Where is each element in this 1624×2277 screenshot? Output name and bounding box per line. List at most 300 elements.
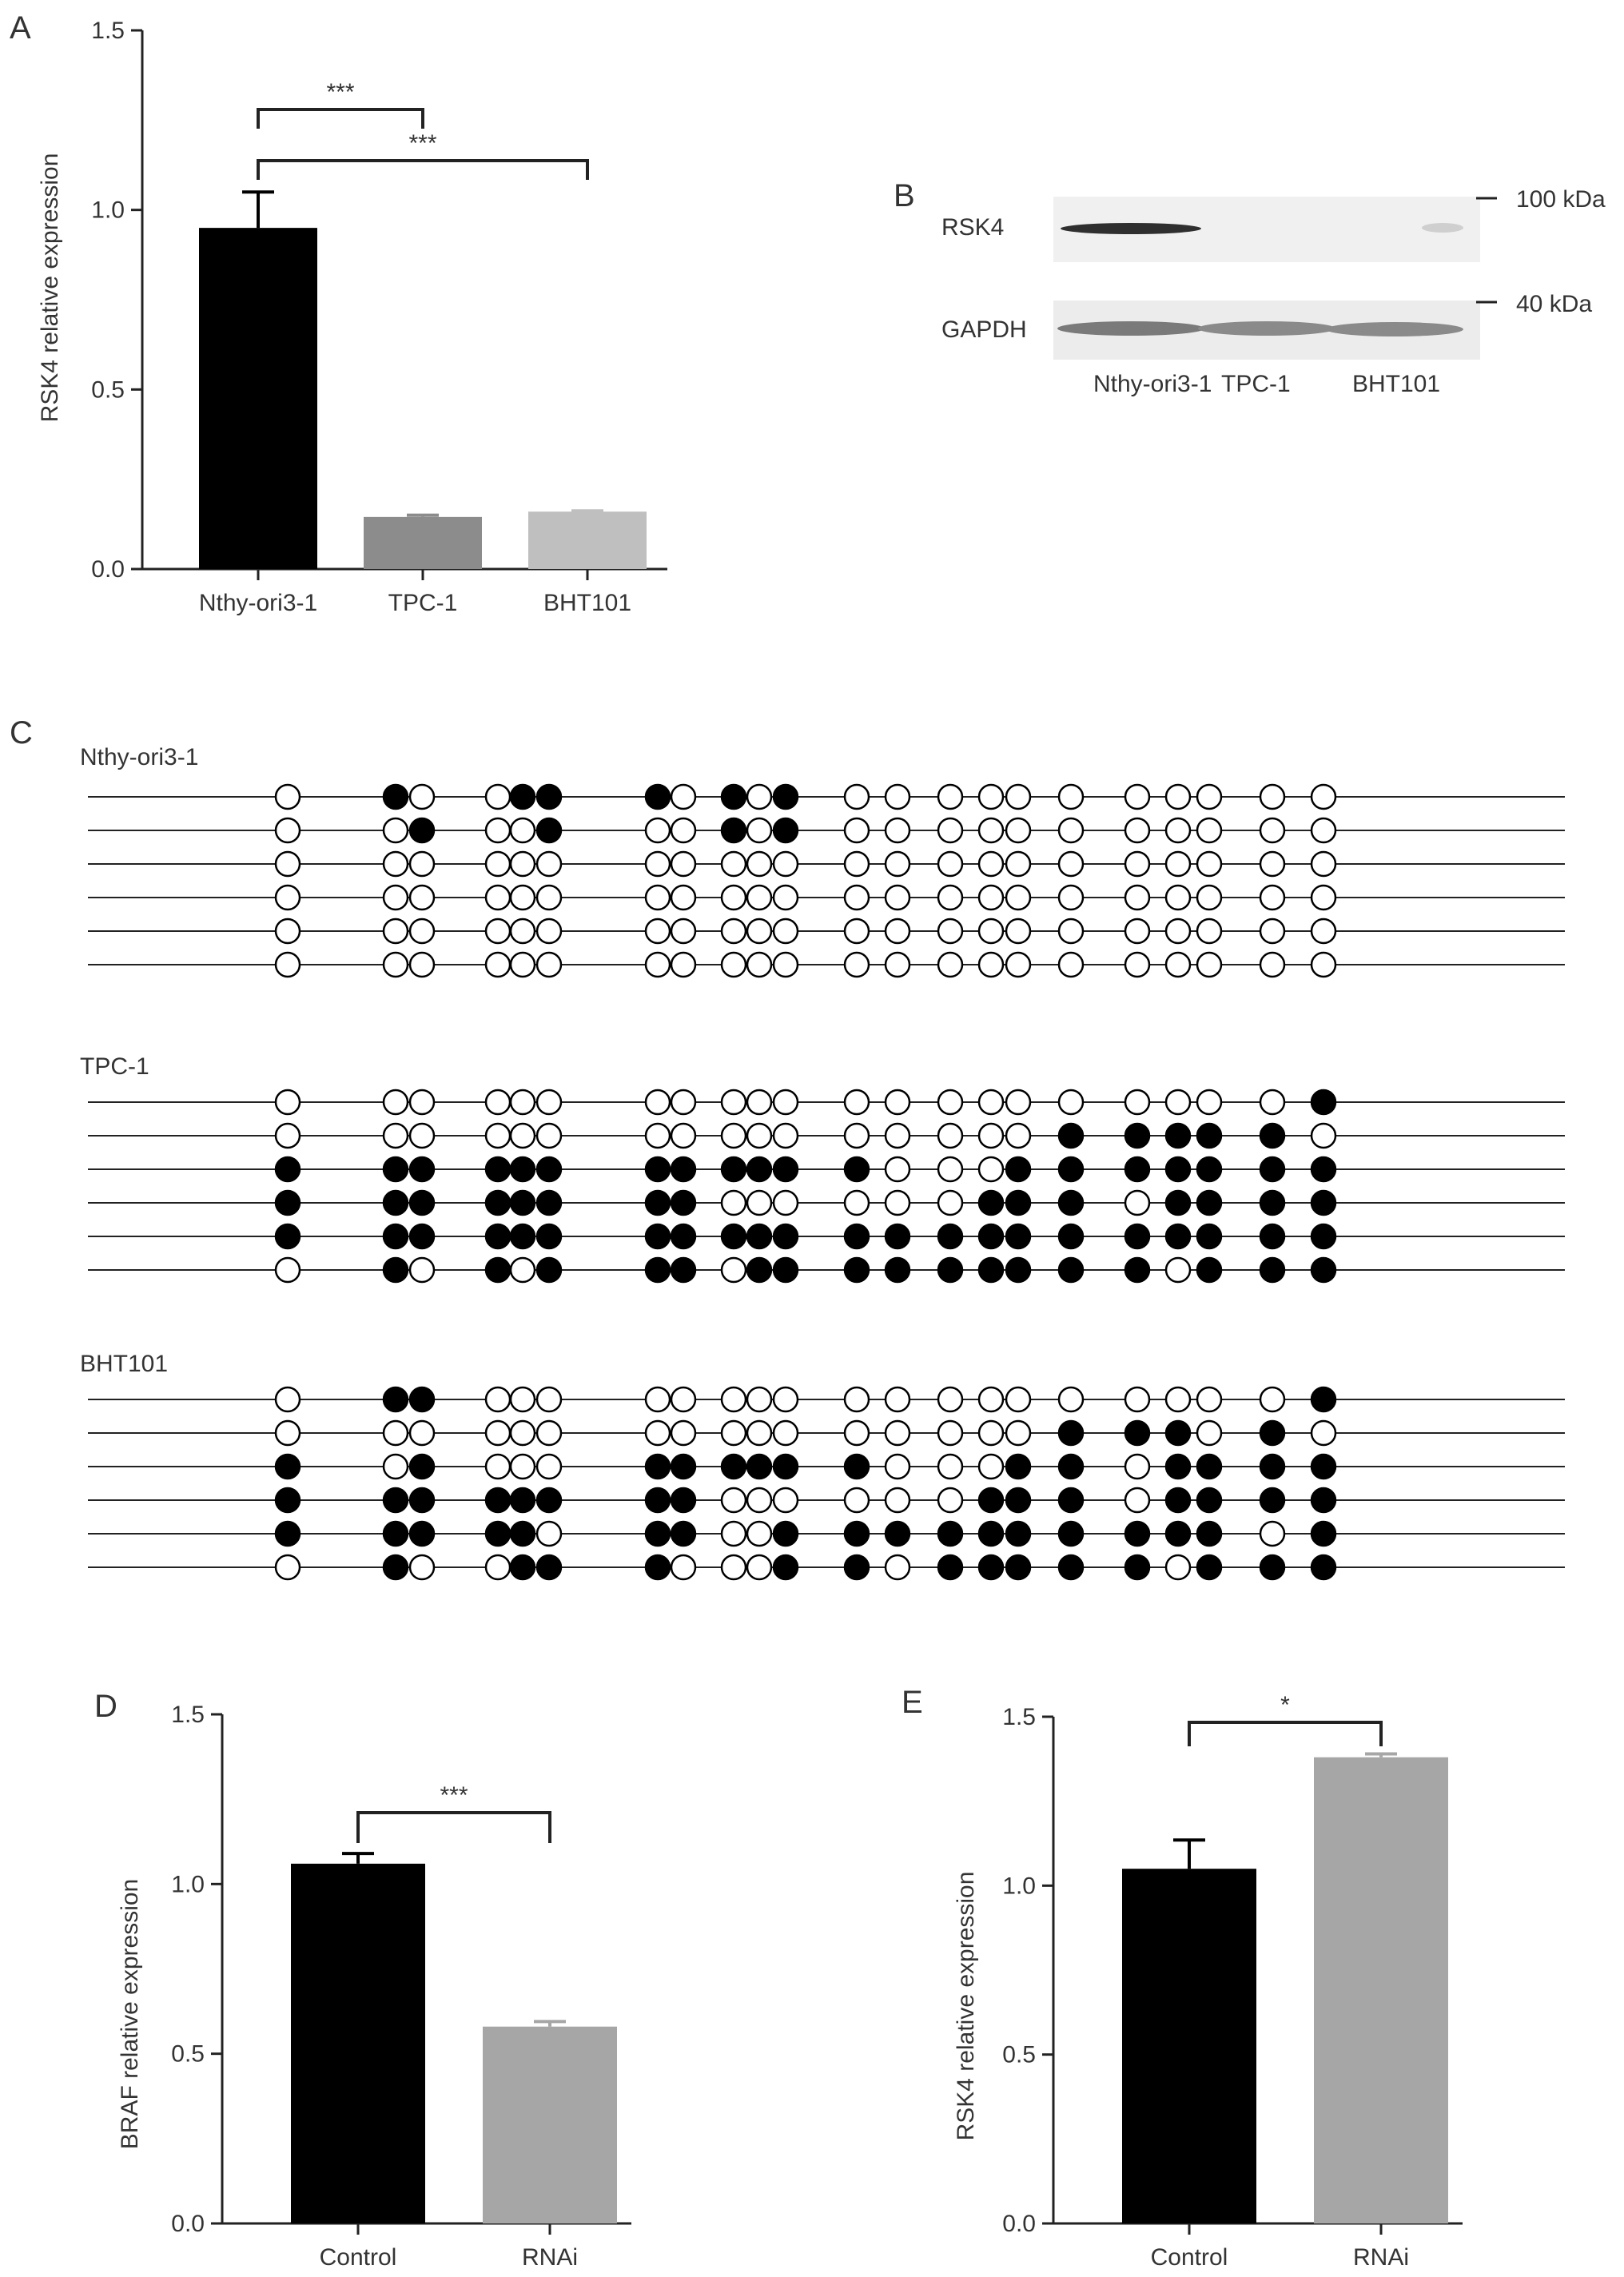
methylated-cpg-circle [486, 1191, 510, 1215]
methylated-cpg-circle [410, 1191, 434, 1215]
unmethylated-cpg-circle [1166, 1090, 1190, 1114]
d-y-tick-label: 0.5 [171, 2040, 205, 2068]
unmethylated-cpg-circle [671, 852, 695, 876]
e-x-tick-label: Control [1150, 2244, 1228, 2271]
unmethylated-cpg-circle [722, 1124, 746, 1148]
methylated-cpg-circle [1197, 1258, 1221, 1282]
methylated-cpg-circle [1059, 1258, 1083, 1282]
methylated-cpg-circle [537, 1157, 561, 1181]
unmethylated-cpg-circle [722, 1387, 746, 1411]
e-significance-bracket-0 [1189, 1722, 1381, 1746]
unmethylated-cpg-circle [511, 818, 535, 842]
unmethylated-cpg-circle [747, 953, 771, 977]
unmethylated-cpg-circle [384, 1455, 408, 1479]
unmethylated-cpg-circle [1059, 1387, 1083, 1411]
unmethylated-cpg-circle [1006, 1387, 1030, 1411]
unmethylated-cpg-circle [486, 1555, 510, 1579]
unmethylated-cpg-circle [886, 886, 910, 910]
panel-a-bar-chart [10, 10, 667, 616]
unmethylated-cpg-circle [1260, 953, 1284, 977]
unmethylated-cpg-circle [774, 1421, 798, 1445]
unmethylated-cpg-circle [410, 953, 434, 977]
unmethylated-cpg-circle [384, 1124, 408, 1148]
unmethylated-cpg-circle [747, 1555, 771, 1579]
unmethylated-cpg-circle [938, 1157, 962, 1181]
methylated-cpg-circle [1006, 1555, 1030, 1579]
unmethylated-cpg-circle [1125, 886, 1149, 910]
unmethylated-cpg-circle [1006, 919, 1030, 943]
methylated-cpg-circle [384, 1488, 408, 1512]
unmethylated-cpg-circle [671, 886, 695, 910]
methylated-cpg-circle [774, 1555, 798, 1579]
methylated-cpg-circle [845, 1157, 869, 1181]
unmethylated-cpg-circle [845, 1488, 869, 1512]
unmethylated-cpg-circle [1059, 1090, 1083, 1114]
methylated-cpg-circle [384, 1258, 408, 1282]
unmethylated-cpg-circle [938, 1421, 962, 1445]
unmethylated-cpg-circle [410, 785, 434, 809]
methylated-cpg-circle [511, 1555, 535, 1579]
unmethylated-cpg-circle [1125, 1191, 1149, 1215]
d-significance-label-0: *** [440, 1782, 468, 1809]
methylated-cpg-circle [1197, 1191, 1221, 1215]
unmethylated-cpg-circle [511, 1421, 535, 1445]
methylated-cpg-circle [747, 1157, 771, 1181]
unmethylated-cpg-circle [1125, 1090, 1149, 1114]
methylated-cpg-circle [845, 1224, 869, 1248]
unmethylated-cpg-circle [410, 1124, 434, 1148]
methylated-cpg-circle [486, 1258, 510, 1282]
methylated-cpg-circle [747, 1258, 771, 1282]
unmethylated-cpg-circle [1312, 919, 1335, 943]
a-significance-bracket-0 [258, 109, 423, 129]
unmethylated-cpg-circle [1260, 785, 1284, 809]
unmethylated-cpg-circle [384, 953, 408, 977]
unmethylated-cpg-circle [1312, 852, 1335, 876]
unmethylated-cpg-circle [537, 1421, 561, 1445]
unmethylated-cpg-circle [1312, 785, 1335, 809]
methylated-cpg-circle [537, 818, 561, 842]
d-y-tick-label: 1.0 [171, 1871, 205, 1898]
methylated-cpg-circle [774, 1455, 798, 1479]
unmethylated-cpg-circle [1312, 1124, 1335, 1148]
unmethylated-cpg-circle [410, 1258, 434, 1282]
methylated-cpg-circle [747, 1224, 771, 1248]
e-significance-label-0: * [1280, 1692, 1290, 1718]
unmethylated-cpg-circle [671, 818, 695, 842]
methylated-cpg-circle [979, 1191, 1003, 1215]
methylated-cpg-circle [384, 1191, 408, 1215]
gapdh-band-tpc1 [1198, 321, 1335, 336]
marker-label-100kda: 100 kDa [1516, 186, 1606, 213]
unmethylated-cpg-circle [410, 919, 434, 943]
unmethylated-cpg-circle [845, 1090, 869, 1114]
unmethylated-cpg-circle [722, 1258, 746, 1282]
unmethylated-cpg-circle [1197, 953, 1221, 977]
unmethylated-cpg-circle [938, 818, 962, 842]
methylated-cpg-circle [886, 1258, 910, 1282]
unmethylated-cpg-circle [1197, 886, 1221, 910]
unmethylated-cpg-circle [410, 852, 434, 876]
unmethylated-cpg-circle [410, 1555, 434, 1579]
unmethylated-cpg-circle [511, 1387, 535, 1411]
methylated-cpg-circle [1166, 1455, 1190, 1479]
methylated-cpg-circle [722, 818, 746, 842]
methylated-cpg-circle [671, 1157, 695, 1181]
methylated-cpg-circle [774, 1224, 798, 1248]
blot-lane-label-nthy: Nthy-ori3-1 [1093, 371, 1212, 397]
methylated-cpg-circle [410, 818, 434, 842]
methylated-cpg-circle [646, 1191, 670, 1215]
e-bar-0 [1122, 1869, 1256, 2223]
unmethylated-cpg-circle [886, 1157, 910, 1181]
a-y-tick-label: 0.5 [91, 376, 125, 404]
unmethylated-cpg-circle [276, 1555, 300, 1579]
methylated-cpg-circle [747, 1455, 771, 1479]
unmethylated-cpg-circle [845, 886, 869, 910]
unmethylated-cpg-circle [845, 818, 869, 842]
unmethylated-cpg-circle [1260, 1522, 1284, 1546]
unmethylated-cpg-circle [979, 785, 1003, 809]
unmethylated-cpg-circle [276, 919, 300, 943]
unmethylated-cpg-circle [646, 818, 670, 842]
methylated-cpg-circle [646, 785, 670, 809]
unmethylated-cpg-circle [1312, 953, 1335, 977]
methylated-cpg-circle [1166, 1488, 1190, 1512]
methylated-cpg-circle [1166, 1191, 1190, 1215]
d-x-tick-label: Control [319, 2244, 397, 2271]
blot-lane-label-bht101: BHT101 [1352, 371, 1441, 397]
methylated-cpg-circle [1197, 1157, 1221, 1181]
unmethylated-cpg-circle [845, 1421, 869, 1445]
unmethylated-cpg-circle [486, 953, 510, 977]
methylated-cpg-circle [1260, 1224, 1284, 1248]
methylated-cpg-circle [671, 1191, 695, 1215]
methylated-cpg-circle [486, 1157, 510, 1181]
methylated-cpg-circle [410, 1157, 434, 1181]
unmethylated-cpg-circle [886, 953, 910, 977]
methylated-cpg-circle [1059, 1224, 1083, 1248]
methylated-cpg-circle [774, 1522, 798, 1546]
unmethylated-cpg-circle [845, 919, 869, 943]
panel-b-western-blot [894, 178, 1606, 397]
methylated-cpg-circle [1260, 1157, 1284, 1181]
methylated-cpg-circle [1125, 1522, 1149, 1546]
methylated-cpg-circle [1197, 1555, 1221, 1579]
blot-lane-label-tpc1: TPC-1 [1221, 371, 1291, 397]
methylated-cpg-circle [979, 1522, 1003, 1546]
unmethylated-cpg-circle [1059, 818, 1083, 842]
methylated-cpg-circle [384, 1555, 408, 1579]
methylated-cpg-circle [384, 1387, 408, 1411]
unmethylated-cpg-circle [1125, 852, 1149, 876]
a-bar-0 [199, 228, 317, 569]
methylated-cpg-circle [1312, 1090, 1335, 1114]
methylated-cpg-circle [938, 1258, 962, 1282]
panel-a-letter: A [10, 10, 31, 46]
methylated-cpg-circle [722, 1455, 746, 1479]
unmethylated-cpg-circle [722, 852, 746, 876]
methylated-cpg-circle [1059, 1455, 1083, 1479]
unmethylated-cpg-circle [486, 919, 510, 943]
unmethylated-cpg-circle [1166, 818, 1190, 842]
e-y-tick-label: 0.5 [1002, 2041, 1036, 2068]
methylated-cpg-circle [774, 1157, 798, 1181]
a-x-tick-label: Nthy-ori3-1 [198, 590, 318, 616]
methylated-cpg-circle [1059, 1522, 1083, 1546]
unmethylated-cpg-circle [646, 1124, 670, 1148]
e-bar-1 [1314, 1758, 1448, 2223]
a-significance-label-0: *** [326, 79, 355, 105]
unmethylated-cpg-circle [886, 1421, 910, 1445]
methylated-cpg-circle [1312, 1555, 1335, 1579]
methylated-cpg-circle [1312, 1157, 1335, 1181]
unmethylated-cpg-circle [410, 886, 434, 910]
methylated-cpg-circle [1006, 1224, 1030, 1248]
unmethylated-cpg-circle [845, 1124, 869, 1148]
a-y-tick-label: 1.5 [91, 18, 125, 44]
methylated-cpg-circle [671, 1258, 695, 1282]
unmethylated-cpg-circle [671, 1090, 695, 1114]
unmethylated-cpg-circle [938, 852, 962, 876]
unmethylated-cpg-circle [1006, 785, 1030, 809]
unmethylated-cpg-circle [486, 1387, 510, 1411]
unmethylated-cpg-circle [1125, 785, 1149, 809]
methylated-cpg-circle [1197, 1124, 1221, 1148]
unmethylated-cpg-circle [276, 1421, 300, 1445]
methylated-cpg-circle [537, 1224, 561, 1248]
unmethylated-cpg-circle [938, 785, 962, 809]
group-label-bht101: BHT101 [80, 1351, 169, 1377]
methylated-cpg-circle [384, 1224, 408, 1248]
a-significance-label-1: *** [408, 130, 437, 157]
unmethylated-cpg-circle [1006, 818, 1030, 842]
unmethylated-cpg-circle [979, 1157, 1003, 1181]
unmethylated-cpg-circle [747, 1387, 771, 1411]
unmethylated-cpg-circle [276, 785, 300, 809]
methylated-cpg-circle [722, 1157, 746, 1181]
methylated-cpg-circle [486, 1522, 510, 1546]
a-x-tick-label: TPC-1 [388, 590, 458, 616]
unmethylated-cpg-circle [1260, 852, 1284, 876]
unmethylated-cpg-circle [774, 953, 798, 977]
methylated-cpg-circle [1125, 1555, 1149, 1579]
unmethylated-cpg-circle [979, 1455, 1003, 1479]
unmethylated-cpg-circle [1197, 1090, 1221, 1114]
methylated-cpg-circle [1197, 1455, 1221, 1479]
unmethylated-cpg-circle [1125, 953, 1149, 977]
unmethylated-cpg-circle [845, 852, 869, 876]
unmethylated-cpg-circle [1166, 919, 1190, 943]
unmethylated-cpg-circle [747, 1522, 771, 1546]
unmethylated-cpg-circle [1125, 1387, 1149, 1411]
unmethylated-cpg-circle [671, 953, 695, 977]
unmethylated-cpg-circle [1006, 1090, 1030, 1114]
panel-c-methylation-lollipop [10, 715, 1565, 1579]
unmethylated-cpg-circle [747, 1124, 771, 1148]
methylated-cpg-circle [1006, 1157, 1030, 1181]
panel-d-bar-chart [94, 1689, 631, 2271]
d-bar-1 [483, 2027, 617, 2223]
unmethylated-cpg-circle [384, 818, 408, 842]
unmethylated-cpg-circle [384, 1090, 408, 1114]
unmethylated-cpg-circle [511, 1455, 535, 1479]
panel-d-y-axis-label: BRAF relative expression [117, 1878, 143, 2150]
unmethylated-cpg-circle [1125, 818, 1149, 842]
methylated-cpg-circle [1125, 1157, 1149, 1181]
unmethylated-cpg-circle [722, 1191, 746, 1215]
unmethylated-cpg-circle [938, 1090, 962, 1114]
rsk4-band-bht101 [1422, 223, 1463, 233]
gapdh-band-bht101 [1326, 322, 1463, 336]
methylated-cpg-circle [1059, 1488, 1083, 1512]
unmethylated-cpg-circle [774, 852, 798, 876]
unmethylated-cpg-circle [938, 1455, 962, 1479]
unmethylated-cpg-circle [886, 1124, 910, 1148]
methylated-cpg-circle [486, 1224, 510, 1248]
methylated-cpg-circle [537, 1258, 561, 1282]
methylated-cpg-circle [774, 785, 798, 809]
methylated-cpg-circle [1260, 1258, 1284, 1282]
unmethylated-cpg-circle [845, 785, 869, 809]
methylated-cpg-circle [384, 785, 408, 809]
unmethylated-cpg-circle [722, 1522, 746, 1546]
unmethylated-cpg-circle [486, 1421, 510, 1445]
unmethylated-cpg-circle [1197, 818, 1221, 842]
unmethylated-cpg-circle [1125, 1455, 1149, 1479]
unmethylated-cpg-circle [1006, 886, 1030, 910]
methylated-cpg-circle [537, 1555, 561, 1579]
unmethylated-cpg-circle [511, 919, 535, 943]
unmethylated-cpg-circle [511, 886, 535, 910]
a-significance-bracket-1 [258, 161, 587, 180]
methylated-cpg-circle [886, 1522, 910, 1546]
methylation-rows [88, 785, 1565, 1579]
methylated-cpg-circle [979, 1258, 1003, 1282]
methylated-cpg-circle [1166, 1421, 1190, 1445]
methylated-cpg-circle [1166, 1224, 1190, 1248]
unmethylated-cpg-circle [722, 1421, 746, 1445]
unmethylated-cpg-circle [886, 785, 910, 809]
unmethylated-cpg-circle [276, 818, 300, 842]
e-y-tick-label: 1.5 [1002, 1704, 1036, 1730]
unmethylated-cpg-circle [886, 1555, 910, 1579]
methylated-cpg-circle [722, 785, 746, 809]
unmethylated-cpg-circle [1166, 1387, 1190, 1411]
unmethylated-cpg-circle [276, 1387, 300, 1411]
methylated-cpg-circle [276, 1455, 300, 1479]
methylated-cpg-circle [646, 1258, 670, 1282]
methylated-cpg-circle [938, 1522, 962, 1546]
unmethylated-cpg-circle [886, 1191, 910, 1215]
unmethylated-cpg-circle [1312, 886, 1335, 910]
unmethylated-cpg-circle [646, 1421, 670, 1445]
methylated-cpg-circle [1006, 1455, 1030, 1479]
methylated-cpg-circle [276, 1522, 300, 1546]
a-bar-1 [364, 517, 482, 569]
methylated-cpg-circle [1059, 1555, 1083, 1579]
methylated-cpg-circle [1312, 1258, 1335, 1282]
methylated-cpg-circle [1197, 1488, 1221, 1512]
unmethylated-cpg-circle [646, 886, 670, 910]
unmethylated-cpg-circle [722, 1488, 746, 1512]
unmethylated-cpg-circle [276, 953, 300, 977]
methylated-cpg-circle [1260, 1191, 1284, 1215]
unmethylated-cpg-circle [1006, 953, 1030, 977]
methylated-cpg-circle [671, 1488, 695, 1512]
unmethylated-cpg-circle [486, 1455, 510, 1479]
methylated-cpg-circle [1260, 1555, 1284, 1579]
methylated-cpg-circle [646, 1455, 670, 1479]
methylated-cpg-circle [979, 1488, 1003, 1512]
unmethylated-cpg-circle [537, 953, 561, 977]
marker-label-40kda: 40 kDa [1516, 291, 1593, 317]
unmethylated-cpg-circle [747, 886, 771, 910]
methylated-cpg-circle [276, 1157, 300, 1181]
methylated-cpg-circle [1125, 1224, 1149, 1248]
unmethylated-cpg-circle [1197, 1387, 1221, 1411]
methylated-cpg-circle [486, 1488, 510, 1512]
unmethylated-cpg-circle [979, 886, 1003, 910]
methylated-cpg-circle [1260, 1455, 1284, 1479]
unmethylated-cpg-circle [537, 1387, 561, 1411]
unmethylated-cpg-circle [511, 1258, 535, 1282]
unmethylated-cpg-circle [1059, 852, 1083, 876]
unmethylated-cpg-circle [938, 1191, 962, 1215]
panel-a-y-axis-label: RSK4 relative expression [37, 153, 63, 423]
methylated-cpg-circle [845, 1555, 869, 1579]
unmethylated-cpg-circle [979, 818, 1003, 842]
panel-e-y-axis-label: RSK4 relative expression [953, 1871, 979, 2141]
a-y-tick-label: 0.0 [91, 556, 125, 583]
unmethylated-cpg-circle [384, 1421, 408, 1445]
unmethylated-cpg-circle [979, 852, 1003, 876]
unmethylated-cpg-circle [747, 1191, 771, 1215]
methylated-cpg-circle [410, 1387, 434, 1411]
unmethylated-cpg-circle [886, 852, 910, 876]
unmethylated-cpg-circle [979, 1421, 1003, 1445]
methylated-cpg-circle [1059, 1157, 1083, 1181]
unmethylated-cpg-circle [774, 1090, 798, 1114]
methylated-cpg-circle [646, 1555, 670, 1579]
d-significance-bracket-0 [358, 1813, 550, 1843]
methylated-cpg-circle [1260, 1421, 1284, 1445]
methylated-cpg-circle [646, 1224, 670, 1248]
methylated-cpg-circle [511, 1157, 535, 1181]
methylated-cpg-circle [979, 1555, 1003, 1579]
unmethylated-cpg-circle [774, 1191, 798, 1215]
unmethylated-cpg-circle [646, 1090, 670, 1114]
unmethylated-cpg-circle [747, 818, 771, 842]
unmethylated-cpg-circle [511, 852, 535, 876]
e-y-tick-label: 1.0 [1002, 1873, 1036, 1900]
methylated-cpg-circle [1197, 1522, 1221, 1546]
unmethylated-cpg-circle [1260, 919, 1284, 943]
d-x-tick-label: RNAi [521, 2244, 579, 2271]
unmethylated-cpg-circle [1059, 886, 1083, 910]
unmethylated-cpg-circle [1260, 1090, 1284, 1114]
unmethylated-cpg-circle [486, 852, 510, 876]
unmethylated-cpg-circle [671, 1387, 695, 1411]
group-label-nthy: Nthy-ori3-1 [80, 744, 199, 770]
methylated-cpg-circle [1125, 1258, 1149, 1282]
unmethylated-cpg-circle [276, 1090, 300, 1114]
unmethylated-cpg-circle [886, 1090, 910, 1114]
unmethylated-cpg-circle [747, 1421, 771, 1445]
unmethylated-cpg-circle [774, 1387, 798, 1411]
methylated-cpg-circle [410, 1455, 434, 1479]
unmethylated-cpg-circle [1312, 818, 1335, 842]
